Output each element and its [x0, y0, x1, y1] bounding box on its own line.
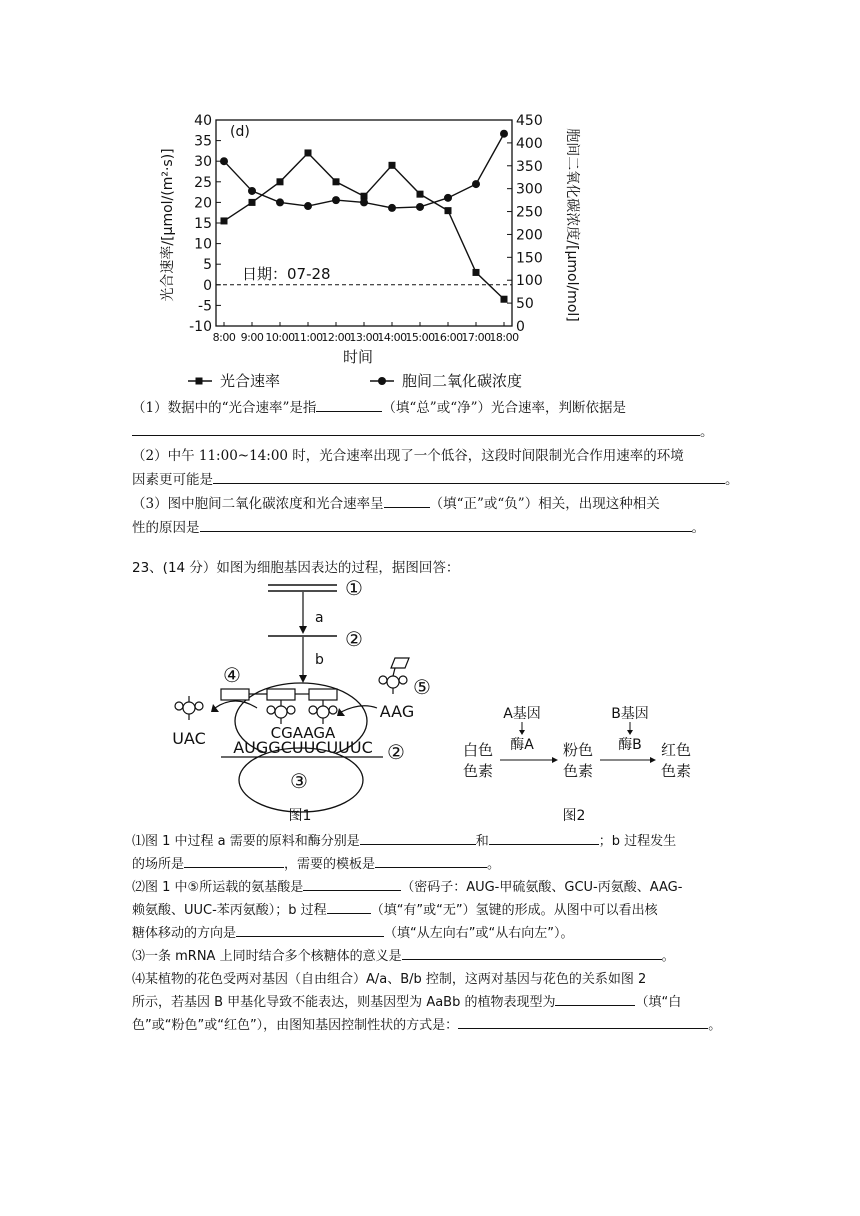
- q22-line-3: [132, 445, 684, 468]
- answer-blank[interactable]: [327, 899, 371, 914]
- y-tick-label-left: 0: [203, 277, 212, 294]
- q22-line-1: [132, 397, 626, 420]
- answer-blank[interactable]: [375, 853, 487, 868]
- data-point-circle: [220, 157, 228, 165]
- peptide-residue: [309, 689, 337, 700]
- q22-line-5: [132, 493, 660, 516]
- data-point-square: [473, 269, 480, 276]
- pink-pigment-line1: 粉色: [562, 741, 594, 759]
- data-point-circle: [276, 198, 284, 206]
- q22-1-text-b: （填“总”或“净”）光合速率，判断依据是: [382, 400, 627, 416]
- arrow-a-head: [299, 626, 307, 634]
- line-chart: [150, 100, 590, 390]
- q22-2-end: 。: [725, 472, 739, 488]
- answer-blank[interactable]: [200, 517, 692, 532]
- data-point-circle: [248, 187, 256, 195]
- y-tick-label-left: 40: [194, 113, 212, 129]
- x-tick-label: 14:00: [377, 331, 407, 344]
- y-tick-label-right: 350: [516, 158, 543, 175]
- data-point-circle: [472, 180, 480, 188]
- white-pigment-line1: 白色: [462, 741, 494, 759]
- y-axis-label-right: 胞间二氧化碳浓度/[μmol/mol]: [564, 128, 580, 322]
- answer-blank[interactable]: [384, 493, 430, 508]
- legend-label-co2: 胞间二氧化碳浓度: [402, 372, 523, 390]
- y-tick-label-left: 20: [194, 195, 212, 212]
- q23-line-1: [132, 830, 676, 853]
- q23-3-end: 。: [661, 949, 675, 964]
- answer-blank[interactable]: [458, 1014, 708, 1029]
- data-point-circle: [304, 202, 312, 210]
- y-tick-label-left: 10: [194, 236, 212, 253]
- q22-line-4: [132, 469, 739, 492]
- label-1: ①: [345, 576, 363, 600]
- q23-2-text-c: 赖氨酸、UUC-苯丙氨酸）；b 过程: [132, 903, 327, 918]
- anticodon-sequence: CGAAGA: [270, 724, 336, 742]
- plot-frame: [216, 120, 512, 326]
- q23-1-text-c: ；b 过程发生: [598, 834, 677, 849]
- data-point-square: [221, 217, 228, 224]
- y-tick-label-right: 50: [516, 296, 534, 313]
- y-tick-label-left: 25: [194, 174, 212, 191]
- x-tick-label: 8:00: [212, 331, 236, 344]
- data-point-square: [277, 178, 284, 185]
- y-tick-label-right: 0: [516, 319, 525, 335]
- y-tick-label-right: 450: [516, 113, 543, 129]
- y-tick-label-right: 100: [516, 273, 543, 290]
- q22-3-text-c: 性的原因是: [132, 520, 200, 536]
- x-tick-label: 12:00: [321, 331, 351, 344]
- q23-1-text-a: ⑴图 1 中过程 a 需要的原料和酶分别是: [132, 834, 360, 849]
- answer-blank[interactable]: [555, 991, 635, 1006]
- red-pigment-line2: 色素: [660, 762, 692, 780]
- figure-2-flower-color-pathway: [460, 700, 700, 825]
- answer-blank[interactable]: [132, 421, 700, 436]
- q23-title: 23、(14 分）如图为细胞基因表达的过程，据图回答：: [132, 560, 460, 576]
- data-point-square: [333, 178, 340, 185]
- legend: [188, 372, 522, 390]
- data-point-square: [501, 296, 508, 303]
- q22-1-text-a: （1）数据中的“光合速率”是指: [132, 400, 317, 416]
- q23-2-text-d: （填“有”或“无”）氢键的形成。从图中可以看出核: [370, 903, 658, 918]
- q23-2-text-f: （填“从左向右”或“从右向左”）。: [384, 926, 574, 941]
- y-tick-label-left: 30: [194, 154, 212, 171]
- q22-2-text-a: （2）中午 11:00~14:00 时，光合速率出现了一个低谷，这段时间限制光合作用速率的环境: [132, 448, 684, 464]
- data-point-square: [249, 199, 256, 206]
- answer-blank[interactable]: [402, 945, 662, 960]
- y-tick-label-left: 5: [203, 257, 212, 274]
- peptide-residue: [267, 689, 295, 700]
- q22-3-text-b: （填“正”或“负”）相关，出现这种相关: [429, 496, 660, 512]
- q23-line-6: [132, 945, 675, 968]
- legend-square-marker: [196, 378, 203, 385]
- y-tick-label-right: 400: [516, 135, 543, 152]
- label-2b: ②: [387, 740, 405, 764]
- y-tick-label-left: -5: [198, 298, 212, 315]
- data-point-circle: [388, 204, 396, 212]
- q23-4-text-b: 所示，若基因 B 甲基化导致不能表达，则基因型为 AaBb 的植物表现型为: [132, 995, 556, 1010]
- q22-2-text-b: 因素更可能是: [132, 472, 213, 488]
- y-tick-label-left: -10: [189, 319, 212, 335]
- x-tick-label: 10:00: [265, 331, 295, 344]
- q23-4-end: 。: [708, 1018, 722, 1033]
- answer-blank[interactable]: [184, 853, 284, 868]
- x-axis-label: 时间: [342, 348, 374, 366]
- x-tick-label: 15:00: [405, 331, 435, 344]
- legend-circle-marker: [378, 377, 386, 385]
- label-5: ⑤: [413, 675, 431, 699]
- q23-2-text-e: 糖体移动的方向是: [132, 926, 237, 941]
- q23-line-5: [132, 922, 573, 945]
- q23-4-text-d: 色”或“粉色”或“红色”），由图知基因控制性状的方式是：: [132, 1018, 459, 1033]
- q23-line-2: [132, 853, 500, 876]
- data-point-circle: [444, 194, 452, 202]
- q22-1-end: 。: [700, 424, 714, 440]
- figure-1-caption: 图1: [288, 808, 312, 822]
- q23-line-7: [132, 968, 646, 991]
- panel-label: (d): [230, 124, 250, 140]
- data-point-square: [417, 191, 424, 198]
- red-pigment-line1: 红色: [660, 741, 692, 759]
- figure-2-caption: 图2: [562, 808, 586, 824]
- data-point-circle: [500, 130, 508, 138]
- q22-3-end: 。: [691, 520, 705, 536]
- trna-leaving: [175, 696, 203, 720]
- label-b: b: [315, 652, 324, 668]
- answer-blank[interactable]: [489, 830, 599, 845]
- y-tick-label-right: 300: [516, 181, 543, 198]
- q22-3-text-a: （3）图中胞间二氧化碳浓度和光合速率呈: [132, 496, 384, 512]
- mrna-sequence: AUGGCUUCUUUC: [233, 738, 373, 757]
- x-tick-label: 17:00: [461, 331, 491, 344]
- q23-line-8: [132, 991, 681, 1014]
- answer-blank[interactable]: [360, 830, 476, 845]
- x-tick-label: 9:00: [240, 331, 264, 344]
- arrow-b-head: [299, 675, 307, 683]
- x-tick-label: 13:00: [349, 331, 379, 344]
- data-point-square: [305, 149, 312, 156]
- q23-3-text-a: ⑶一条 mRNA 上同时结合多个核糖体的意义是: [132, 949, 402, 964]
- y-tick-label-right: 150: [516, 250, 543, 267]
- q23-2-text-b: （密码子：AUG-甲硫氨酸、GCU-丙氨酸、AAG-: [401, 880, 683, 895]
- peptide-residue: [221, 689, 249, 700]
- label-2: ②: [345, 627, 363, 651]
- label-4: ④: [223, 663, 241, 687]
- data-point-circle: [332, 196, 340, 204]
- data-point-circle: [360, 198, 368, 206]
- gene-b-label: B基因: [611, 706, 649, 722]
- y-tick-label-right: 200: [516, 227, 543, 244]
- q23-2-text-a: ⑵图 1 中⑤所运载的氨基酸是: [132, 880, 304, 895]
- data-point-circle: [416, 203, 424, 211]
- trna-anticodon-aag: AAG: [379, 702, 415, 721]
- answer-blank[interactable]: [236, 922, 384, 937]
- q23-1-text-d: 的场所是: [132, 857, 185, 872]
- y-tick-label-left: 15: [194, 216, 212, 232]
- answer-blank[interactable]: [303, 876, 401, 891]
- q22-line-2: [132, 421, 714, 444]
- gene-a-label: A基因: [503, 706, 541, 722]
- trna-anticodon-uac: UAC: [172, 729, 206, 748]
- y-axis-label-left: 光合速率/[μmol/(m²·s)]: [160, 148, 176, 302]
- answer-blank[interactable]: [316, 397, 382, 412]
- enzyme-b-label: 酶B: [618, 737, 642, 753]
- q23-4-text-c: （填“白: [635, 995, 682, 1010]
- q23-line-4: [132, 899, 658, 922]
- pink-pigment-line2: 色素: [562, 762, 594, 780]
- date-annotation: 日期：07-28: [242, 265, 331, 283]
- q22-line-6: [132, 517, 705, 540]
- trna-incoming: [379, 658, 409, 694]
- white-pigment-line2: 色素: [462, 762, 494, 780]
- label-3: ③: [290, 769, 308, 793]
- x-tick-label: 11:00: [293, 331, 323, 344]
- data-point-square: [389, 162, 396, 169]
- x-tick-label: 18:00: [489, 331, 519, 344]
- q23-line-3: [132, 876, 682, 899]
- q23-4-text-a: ⑷某植物的花色受两对基因（自由组合）A/a、B/b 控制，这两对基因与花色的关系如图 2: [132, 972, 647, 987]
- enzyme-a-label: 酶A: [510, 737, 534, 753]
- data-point-square: [445, 207, 452, 214]
- figure-1-gene-expression: [165, 576, 435, 822]
- q23-line-9: [132, 1014, 721, 1037]
- y-tick-label-right: 250: [516, 204, 543, 221]
- q23-1-text-e: ，需要的模板是: [284, 857, 376, 872]
- x-tick-label: 16:00: [433, 331, 463, 344]
- label-a: a: [315, 610, 324, 626]
- answer-blank[interactable]: [213, 469, 725, 484]
- q23-1-text-b: 和: [475, 834, 489, 849]
- legend-label-rate: 光合速率: [220, 372, 281, 390]
- q23-1-end: 。: [487, 857, 501, 872]
- y-tick-label-left: 35: [194, 133, 212, 150]
